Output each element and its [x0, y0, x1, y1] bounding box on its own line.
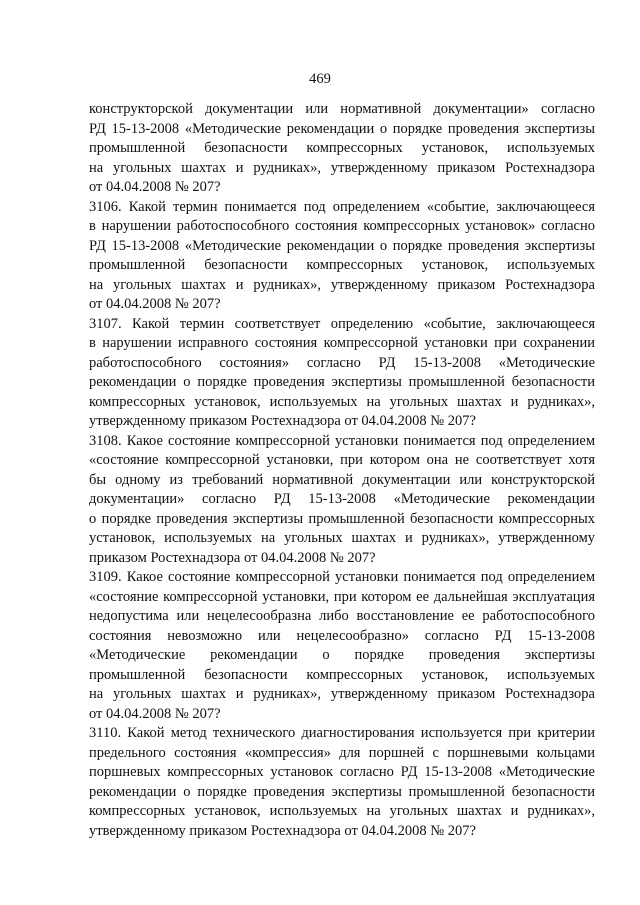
text-line: от 04.04.2008 № 207?: [89, 179, 221, 195]
text-line: «состояние компрессорной установки, при котором она не соответствует хотя: [89, 452, 595, 468]
text-line: на угольных шахтах и рудниках», утвержденному приказом Ростехнадзора: [89, 276, 595, 293]
text-line: конструкторской документации или нормативной документации» согласно: [89, 101, 595, 117]
text-line: от 04.04.2008 № 207?: [89, 296, 221, 312]
text-line: установок, используемых на угольных шахтах и рудниках», утвержденному: [89, 530, 595, 546]
text-line: на угольных шахтах и рудниках», утвержденному приказом Ростехнадзора: [89, 159, 595, 176]
text-line: работоспособного состояния» согласно РД 15-13-2008 «Методические: [89, 354, 595, 371]
text-line: 3106. Какой термин понимается под определением «событие, заключающееся: [89, 198, 595, 215]
text-line: 3108. Какое состояние компрессорной установки понимается под определением: [89, 432, 595, 449]
text-line: предельного состояния «компрессия» для поршней с поршневыми кольцами: [89, 744, 595, 761]
text-line: состояния невозможно или нецелесообразно» согласно РД 15-13-2008: [89, 627, 595, 644]
text-line: бы одному из требований нормативной документации или конструкторской: [89, 471, 595, 488]
text-line: о порядке проведения экспертизы промышленной безопасности компрессорных: [89, 510, 595, 527]
text-line: «состояние компрессорной установки, при котором ее дальнейшая эксплуатация: [89, 588, 595, 605]
text-line: «Методические рекомендации о порядке проведения экспертизы: [89, 647, 595, 663]
text-line: рекомендации о порядке проведения экспертизы промышленной безопасности: [89, 783, 595, 800]
text-line: в нарушении работоспособного состояния компрессорных установок» согласно: [89, 218, 595, 234]
text-line: недопустима или нецелесообразна либо восстановление ее работоспособного: [89, 608, 595, 624]
text-line: компрессорных установок, используемых на угольных шахтах и рудниках»,: [89, 393, 595, 410]
text-line: на угольных шахтах и рудниках», утвержденному приказом Ростехнадзора: [89, 686, 595, 702]
text-line: промышленной безопасности компрессорных установок, используемых: [89, 666, 595, 683]
text-line: 3110. Какой метод технического диагностирования используется при критерии: [89, 725, 595, 741]
text-line: компрессорных установок, используемых на угольных шахтах и рудниках»,: [89, 803, 595, 819]
text-line: промышленной безопасности компрессорных установок, используемых: [89, 140, 595, 156]
text-line: в нарушении исправного состояния компрессорной установки при сохранении: [89, 335, 595, 351]
text-line: рекомендации о порядке проведения экспертизы промышленной безопасности: [89, 374, 595, 390]
text-line: 3109. Какое состояние компрессорной установки понимается под определением: [89, 569, 595, 585]
text-line: РД 15-13-2008 «Методические рекомендации о порядке проведения экспертизы: [89, 237, 595, 254]
text-line: промышленной безопасности компрессорных установок, используемых: [89, 257, 595, 273]
text-line: поршневых компрессорных установок согласно РД 15-13-2008 «Методические: [89, 764, 595, 780]
text-line: 3107. Какой термин соответствует определению «событие, заключающееся: [89, 315, 595, 332]
text-line: документации» согласно РД 15-13-2008 «Методические рекомендации: [89, 491, 595, 507]
text-line: от 04.04.2008 № 207?: [89, 705, 221, 722]
text-line: РД 15-13-2008 «Методические рекомендации о порядке проведения экспертизы: [89, 120, 595, 137]
body-text: [89, 100, 595, 841]
text-line: приказом Ростехнадзора от 04.04.2008 № 207?: [89, 549, 376, 566]
page-number: 469: [309, 71, 331, 87]
text-line: утвержденному приказом Ростехнадзора от 04.04.2008 № 207?: [89, 413, 476, 429]
text-line: утвержденному приказом Ростехнадзора от 04.04.2008 № 207?: [89, 822, 476, 839]
